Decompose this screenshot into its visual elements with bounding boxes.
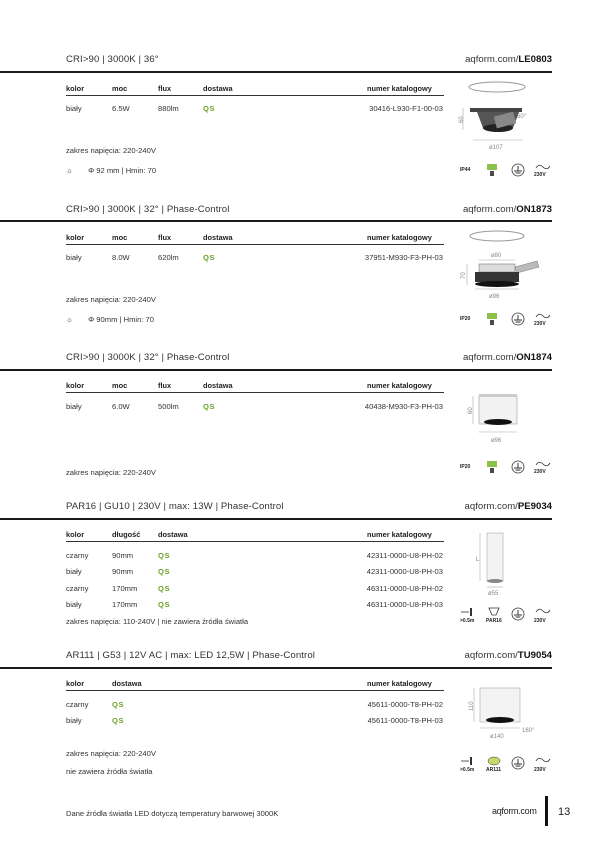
col-numer: numer katalogowy [367,233,432,242]
cell-numer: 42311-0000-U8-PH-03 [366,567,443,576]
cell-moc: 8.0W [112,253,130,262]
icon-row [460,163,552,185]
svg-text:ø96: ø96 [489,294,500,300]
cell-dostawa: QS [203,402,216,411]
product-link[interactable]: aqform.com/ON1874 [462,352,552,363]
cutout-note: ☼ Φ 92 mm | Hmin: 70 [66,166,157,175]
cell-numer: 40438-M930-F3-PH-03 [364,402,443,411]
col-numer: numer katalogowy [367,530,432,539]
svg-text:ø140: ø140 [490,734,504,740]
cutout-note: ☼ Φ 90mm | Hmin: 70 [66,315,154,324]
product-drawing-on1873 [455,227,550,303]
voltage-label: 230V [534,618,546,624]
cell-dostawa: QS [158,600,171,609]
cell-dlugosc: 170mm [112,584,138,593]
section-rule [0,369,552,371]
voltage-note: zakres napięcia: 220-240V [66,146,156,155]
voltage-label: 230V [534,321,546,327]
cell-moc: 6.5W [112,104,130,113]
cell-numer: 37951-M930-F3-PH-03 [364,253,443,262]
cell-dostawa: QS [203,253,216,262]
cell-moc: 6.0W [112,402,130,411]
brand-logo: aqform.com [492,806,537,816]
svg-text:110: 110 [469,701,475,711]
section-spec: CRI>90 | 3000K | 36° [66,54,159,65]
voltage-label: 230V [534,172,546,178]
cell-kolor: biały [66,600,82,609]
product-drawing-tu9054 [460,678,550,744]
cell-dostawa: QS [112,716,125,725]
ac-wave-icon [535,756,551,764]
voltage-label: 230V [534,767,546,773]
cell-numer: 45611-0000-T8-PH-03 [367,716,443,725]
col-numer: numer katalogowy [367,381,432,390]
col-flux: flux [158,381,172,390]
icon-row [460,460,552,482]
col-dostawa: dostawa [112,679,142,688]
voltage-label: 230V [534,469,546,475]
ground-icon [511,460,525,476]
cell-numer: 46311-0000-U8-PH-02 [366,584,443,593]
section-header [66,501,552,515]
source-note: nie zawiera źródła światła [66,767,153,776]
col-dostawa: dostawa [158,530,188,539]
cell-numer: 46311-0000-U8-PH-03 [366,600,443,609]
cell-kolor: biały [66,104,82,113]
col-flux: flux [158,84,172,93]
led-icon [486,163,498,179]
svg-text:ø80: ø80 [491,253,502,259]
voltage-note: zakres napięcia: 220-240V [66,468,156,477]
svg-text:60°: 60° [517,114,527,120]
ground-icon [511,756,525,772]
cell-flux: 500lm [158,402,179,411]
section-header [66,204,552,218]
col-kolor: kolor [66,381,85,390]
cutout-icon: ☼ [66,166,73,175]
product-drawing-le0803 [455,78,550,154]
col-kolor: kolor [66,84,85,93]
cell-kolor: biały [66,253,82,262]
ac-wave-icon [535,163,551,171]
col-moc: moc [112,84,128,93]
svg-text:70: 70 [461,272,467,279]
icon-row [460,607,552,629]
cutout-icon: ☼ [66,315,73,324]
cell-flux: 620lm [158,253,179,262]
cell-dlugosc: 90mm [112,567,134,576]
product-link[interactable]: aqform.com/TU9054 [464,650,552,661]
cell-kolor: czarny [66,551,89,560]
cell-dostawa: QS [112,700,125,709]
cell-dostawa: QS [203,104,216,113]
icon-row [460,312,552,334]
product-drawing-on1874 [455,380,550,450]
distance-label: >0.5m [460,767,475,773]
distance-icon [460,607,474,617]
voltage-note: zakres napięcia: 110-240V | nie zawiera źródła światła [66,617,249,626]
cell-dostawa: QS [158,567,171,576]
product-link[interactable]: aqform.com/LE0803 [465,54,552,65]
cell-kolor: biały [66,402,82,411]
section-spec: CRI>90 | 3000K | 32° | Phase-Control [66,204,230,215]
col-moc: moc [112,233,128,242]
svg-text:ø107: ø107 [489,145,503,151]
svg-text:ø96: ø96 [491,438,502,444]
product-link[interactable]: aqform.com/ON1873 [462,204,552,215]
col-kolor: kolor [66,530,85,539]
cell-flux: 880lm [158,104,179,113]
footer-note: Dane źródła światła LED dotyczą temperatury barwowej 3000K [66,809,279,818]
led-icon [486,312,498,328]
cell-dostawa: QS [158,551,171,560]
section-spec: PAR16 | GU10 | 230V | max: 13W | Phase-Control [66,501,284,512]
product-drawing-pe9034 [470,527,530,599]
svg-text:L: L [476,557,480,563]
cell-numer: 30416-L930-F1-00-03 [369,104,443,113]
table-rule [66,95,444,96]
svg-text:60: 60 [459,116,465,123]
section-header [66,650,552,664]
cell-dostawa: QS [158,584,171,593]
col-kolor: kolor [66,233,85,242]
svg-text:ø55: ø55 [488,591,499,597]
cell-kolor: biały [66,567,82,576]
col-dostawa: dostawa [203,381,233,390]
ground-icon [511,607,525,623]
cell-kolor: biały [66,716,82,725]
led-icon [486,460,498,476]
col-moc: moc [112,381,128,390]
table-rule [66,244,444,245]
col-dostawa: dostawa [203,84,233,93]
product-link[interactable]: aqform.com/PE9034 [464,501,552,512]
section-spec: AR111 | G53 | 12V AC | max: LED 12,5W | Phase-Control [66,650,316,661]
col-numer: numer katalogowy [367,84,432,93]
bulb-icon [487,607,501,617]
source-label: AR111 [486,767,502,773]
cell-numer: 45611-0000-T8-PH-02 [367,700,443,709]
ar111-bulb-icon [487,756,501,766]
icon-row [460,756,552,778]
col-dostawa: dostawa [203,233,233,242]
section-rule [0,518,552,520]
section-spec: CRI>90 | 3000K | 32° | Phase-Control [66,352,230,363]
ground-icon [511,163,525,179]
col-numer: numer katalogowy [367,679,432,688]
distance-icon [460,756,474,766]
table-rule [66,392,444,393]
cell-numer: 42311-0000-U8-PH-02 [366,551,443,560]
table-rule [66,690,444,691]
source-label: PAR16 [486,618,502,624]
col-kolor: kolor [66,679,85,688]
cell-kolor: czarny [66,584,89,593]
table-rule [66,541,444,542]
cell-dlugosc: 170mm [112,600,138,609]
page-number: 13 [558,806,571,818]
ip-rating-icon: IP20 [460,464,471,470]
ip-rating-icon: IP20 [460,316,471,322]
section-header [66,54,552,68]
ground-icon [511,312,525,328]
distance-label: >0.5m [460,618,475,624]
ac-wave-icon [535,312,551,320]
section-header [66,352,552,366]
svg-text:60: 60 [468,407,474,414]
col-flux: flux [158,233,172,242]
ac-wave-icon [535,607,551,615]
section-rule [0,220,552,222]
col-dlugosc: długość [112,530,141,539]
ip-rating-icon: IP44 [460,167,471,173]
cell-dlugosc: 90mm [112,551,134,560]
cell-kolor: czarny [66,700,89,709]
voltage-note: zakres napięcia: 220-240V [66,749,156,758]
voltage-note: zakres napięcia: 220-240V [66,295,156,304]
ac-wave-icon [535,460,551,468]
section-rule [0,71,552,73]
footer-divider [545,796,548,826]
svg-text:160°: 160° [522,728,535,734]
section-rule [0,667,552,669]
